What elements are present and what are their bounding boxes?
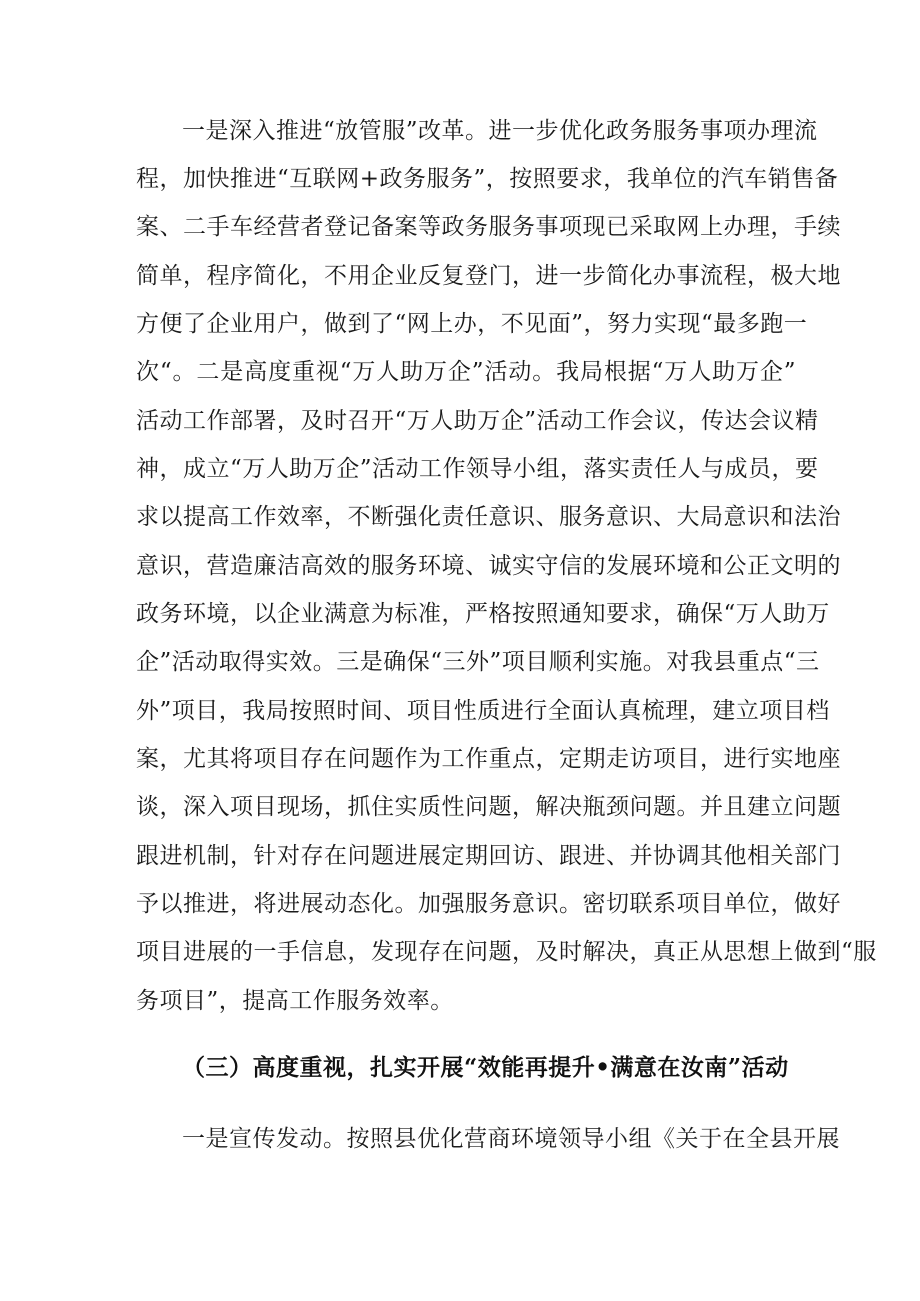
paragraph-line: 活动工作部署，及时召开“万人助万企”活动工作会议，传达会议精 bbox=[136, 408, 819, 434]
paragraph-line: 企”活动取得实效。三是确保“三外”项目顺利实施。对我县重点“三 bbox=[136, 649, 820, 675]
paragraph-line: 一是宣传发动。按照县优化营商环境领导小组《关于在全县开展 bbox=[182, 1126, 840, 1152]
paragraph-line: 程，加快推进“互联网+政务服务”，按照要求，我单位的汽车销售备 bbox=[136, 166, 839, 192]
paragraph-line: 简单，程序简化，不用企业反复登门，进一步简化办事流程，极大地 bbox=[136, 263, 841, 289]
paragraph-line: 案、二手车经营者登记备案等政务服务事项现已采取网上办理，手续 bbox=[136, 214, 841, 240]
paragraph-line: 意识，营造廉洁高效的服务环境、诚实守信的发展环境和公正文明的 bbox=[136, 553, 841, 579]
paragraph-line: 予以推进，将进展动态化。加强服务意识。密切联系项目单位，做好 bbox=[136, 891, 841, 917]
paragraph-line: 方便了企业用户，做到了“网上办，不见面”，努力实现“最多跑一 bbox=[136, 311, 808, 337]
paragraph-line: 外”项目，我局按照时间、项目性质进行全面认真梳理，建立项目档 bbox=[136, 698, 830, 724]
paragraph-line: 一是深入推进“放管服”改革。进一步优化政务服务事项办理流 bbox=[182, 118, 818, 144]
paragraph-line: 神，成立“万人助万企”活动工作领导小组，落实责任人与成员，要 bbox=[136, 456, 819, 482]
paragraph-line: 项目进展的一手信息，发现存在问题，及时解决，真正从思想上做到“服 bbox=[136, 939, 877, 965]
paragraph-line: 谈，深入项目现场，抓住实质性问题，解决瓶颈问题。并且建立问题 bbox=[136, 794, 841, 820]
paragraph-line: 求以提高工作效率，不断强化责任意识、服务意识、大局意识和法治 bbox=[136, 504, 841, 530]
paragraph-line: 政务环境，以企业满意为标准，严格按照通知要求，确保“万人助万 bbox=[136, 601, 830, 627]
paragraph-line: 次“。二是高度重视“万人助万企”活动。我局根据“万人助万企” bbox=[136, 359, 796, 385]
paragraph-line: 案，尤其将项目存在问题作为工作重点，定期走访项目，进行实地座 bbox=[136, 746, 841, 772]
paragraph-line: 务项目”，提高工作服务效率。 bbox=[136, 988, 454, 1014]
paragraph-line: 跟进机制，针对存在问题进展定期回访、跟进、并协调其他相关部门 bbox=[136, 843, 841, 869]
section-heading: （三）高度重视，扎实开展“效能再提升•满意在汝南”活动 bbox=[182, 1054, 789, 1081]
